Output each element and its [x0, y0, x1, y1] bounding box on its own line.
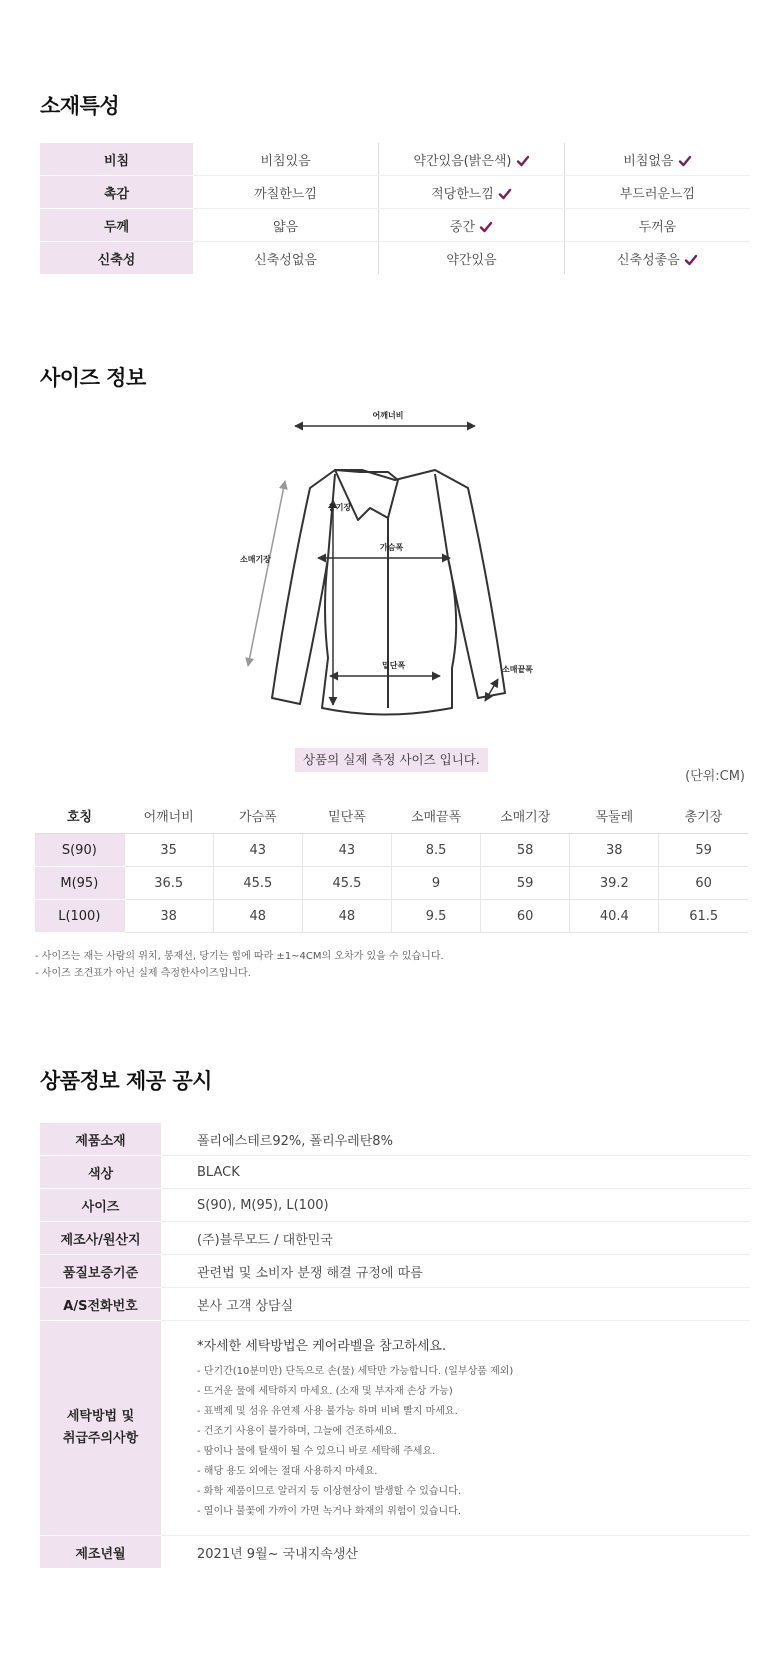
size-column-header: 가슴폭 — [213, 797, 302, 834]
care-item: - 해당 용도 외에는 절대 사용하지 마세요. — [197, 1465, 378, 1477]
material-option — [564, 209, 750, 242]
unit-label: (단위:CM) — [685, 769, 745, 784]
material-option-text: 얇음 — [273, 219, 299, 235]
size-cell: 59 — [659, 834, 748, 867]
size-notes — [35, 948, 444, 982]
size-cell: 8.5 — [392, 834, 481, 867]
size-cell: 48 — [213, 900, 302, 933]
care-row — [40, 1321, 750, 1536]
size-cell: 9 — [392, 867, 481, 900]
checkmark-icon — [516, 154, 530, 168]
size-cell: 61.5 — [659, 900, 748, 933]
care-item: - 화학 제품이므로 알러지 등 이상현상이 발생할 수 있습니다. — [197, 1485, 462, 1497]
material-option — [193, 143, 379, 176]
info-value: S(90), M(95), L(100) — [161, 1189, 750, 1222]
size-cell: 36.5 — [124, 867, 213, 900]
material-option-text: 비침있음 — [260, 153, 311, 169]
material-option — [564, 176, 750, 209]
size-row — [35, 834, 748, 867]
total-length-label: 총기장 — [328, 503, 352, 512]
chest-label: 가슴폭 — [380, 543, 404, 552]
size-column-header: 밑단폭 — [302, 797, 391, 834]
material-option — [193, 242, 379, 275]
material-section-title: 소재특성 — [40, 94, 120, 118]
size-header-label: 호칭 — [35, 797, 124, 834]
size-cell: 58 — [481, 834, 570, 867]
product-info-table — [40, 1123, 750, 1569]
info-row — [40, 1288, 750, 1321]
care-item: - 땀이나 물에 탈색이 될 수 있으니 바로 세탁해 주세요. — [197, 1445, 436, 1457]
checkmark-icon — [684, 253, 698, 267]
sleeve-length-line — [248, 481, 285, 666]
size-cell: 43 — [213, 834, 302, 867]
material-option-text: 두꺼움 — [638, 219, 677, 235]
size-column-header: 소매기장 — [481, 797, 570, 834]
size-note: - 사이즈는 재는 사람의 위치, 봉재선, 당기는 힘에 따라 ±1~4CM의 오차가 있을 수 있습니다. — [35, 951, 444, 962]
jacket-measurement-diagram — [240, 408, 540, 718]
material-option-text: 적당한느낌 — [431, 186, 494, 202]
shoulder-label: 어깨너비 — [372, 411, 404, 420]
cuff-line — [485, 679, 498, 701]
care-item: - 표백제 및 섬유 유연제 사용 불가능 하며 비벼 빨지 마세요. — [197, 1405, 458, 1417]
info-row — [40, 1123, 750, 1156]
material-option — [564, 242, 750, 275]
size-table — [35, 797, 748, 933]
info-value: BLACK — [161, 1156, 750, 1189]
size-cell: 45.5 — [213, 867, 302, 900]
size-note: - 사이즈 조견표가 아닌 실제 측정한사이즈입니다. — [35, 968, 251, 979]
size-cell: 60 — [659, 867, 748, 900]
info-label: A/S전화번호 — [40, 1288, 161, 1321]
material-label: 비침 — [40, 143, 193, 176]
info-value: 2021년 9월~ 국내지속생산 — [197, 1546, 358, 1562]
size-row-label: L(100) — [35, 900, 124, 933]
info-label: 제조사/원산지 — [40, 1222, 161, 1255]
info-value: 본사 고객 상담실 — [161, 1288, 750, 1321]
info-row — [40, 1189, 750, 1222]
measurement-note: 상품의 실제 측정 사이즈 입니다. — [295, 748, 488, 772]
material-label: 신축성 — [40, 242, 193, 275]
size-row-label: S(90) — [35, 834, 124, 867]
info-label: 사이즈 — [40, 1189, 161, 1222]
info-label: 제조년월 — [40, 1536, 161, 1569]
product-info-title: 상품정보 제공 공시 — [40, 1069, 212, 1093]
material-row — [40, 176, 750, 209]
material-option — [564, 143, 750, 176]
care-label — [40, 1321, 161, 1536]
size-row-label: M(95) — [35, 867, 124, 900]
material-option-text: 신축성좋음 — [617, 252, 680, 268]
checkmark-icon — [498, 187, 512, 201]
size-column-header: 총기장 — [659, 797, 748, 834]
material-option-text: 신축성없음 — [254, 252, 317, 268]
size-cell: 38 — [570, 834, 659, 867]
material-label: 두께 — [40, 209, 193, 242]
material-row — [40, 209, 750, 242]
material-row — [40, 242, 750, 275]
material-option — [379, 143, 565, 176]
size-cell: 45.5 — [302, 867, 391, 900]
care-item: - 열이나 불꽃에 가까이 가면 녹거나 화재의 위험이 있습니다. — [197, 1505, 462, 1517]
info-value: 폴리에스테르92%, 폴리우레탄8% — [161, 1123, 750, 1156]
care-instructions — [161, 1321, 750, 1536]
care-item: - 건조기 사용이 불가하며, 그늘에 건조하세요. — [197, 1425, 397, 1437]
material-row — [40, 143, 750, 176]
size-cell: 59 — [481, 867, 570, 900]
size-section-title: 사이즈 정보 — [40, 366, 146, 390]
size-cell: 40.4 — [570, 900, 659, 933]
size-cell: 35 — [124, 834, 213, 867]
size-cell: 38 — [124, 900, 213, 933]
jacket-outline — [272, 470, 505, 715]
size-cell: 48 — [302, 900, 391, 933]
material-option — [379, 242, 565, 275]
checkmark-icon — [479, 220, 493, 234]
material-option — [193, 209, 379, 242]
size-cell: 60 — [481, 900, 570, 933]
info-value: (주)블루모드 / 대한민국 — [161, 1222, 750, 1255]
material-option-text: 부드러운느낌 — [619, 186, 696, 202]
info-label: 색상 — [40, 1156, 161, 1189]
size-cell: 9.5 — [392, 900, 481, 933]
size-row — [35, 900, 748, 933]
material-option — [193, 176, 379, 209]
care-label-line: 취급주의사항 — [62, 1431, 139, 1446]
info-row — [40, 1536, 750, 1569]
cuff-label: 소매끝폭 — [502, 665, 533, 674]
info-row — [40, 1255, 750, 1288]
material-label: 촉감 — [40, 176, 193, 209]
info-label: 제품소재 — [40, 1123, 161, 1156]
care-label-line: 세탁방법 및 — [66, 1409, 135, 1424]
material-option-text: 까칠한느낌 — [254, 186, 317, 202]
size-column-header: 어깨너비 — [124, 797, 213, 834]
info-row — [40, 1222, 750, 1255]
material-option-text: 비침없음 — [623, 153, 674, 169]
size-cell: 39.2 — [570, 867, 659, 900]
care-list — [197, 1362, 750, 1522]
care-item: - 단기간(10분미만) 단독으로 손(물) 세탁만 가능합니다. (일부상품 제외) — [197, 1365, 514, 1377]
material-option-text: 약간있음(밝은색) — [413, 153, 512, 169]
material-table — [40, 143, 750, 274]
size-column-header: 목둘레 — [570, 797, 659, 834]
care-intro: *자세한 세탁방법은 케어라벨을 참고하세요. — [197, 1338, 447, 1354]
material-option — [379, 176, 565, 209]
info-row — [40, 1156, 750, 1189]
sleeve-length-label: 소매기장 — [240, 555, 271, 564]
info-value: 관련법 및 소비자 분쟁 해결 규정에 따름 — [161, 1255, 750, 1288]
checkmark-icon — [678, 154, 692, 168]
size-row — [35, 867, 748, 900]
material-option-text: 중간 — [449, 219, 476, 235]
info-label: 품질보증기준 — [40, 1255, 161, 1288]
size-cell: 43 — [302, 834, 391, 867]
material-option-text: 약간있음 — [446, 252, 497, 268]
size-column-header: 소매끝폭 — [392, 797, 481, 834]
material-option — [379, 209, 565, 242]
hem-label: 밑단폭 — [382, 661, 406, 670]
care-item: - 뜨거운 물에 세탁하지 마세요. (소재 및 부자재 손상 가능) — [197, 1385, 453, 1397]
